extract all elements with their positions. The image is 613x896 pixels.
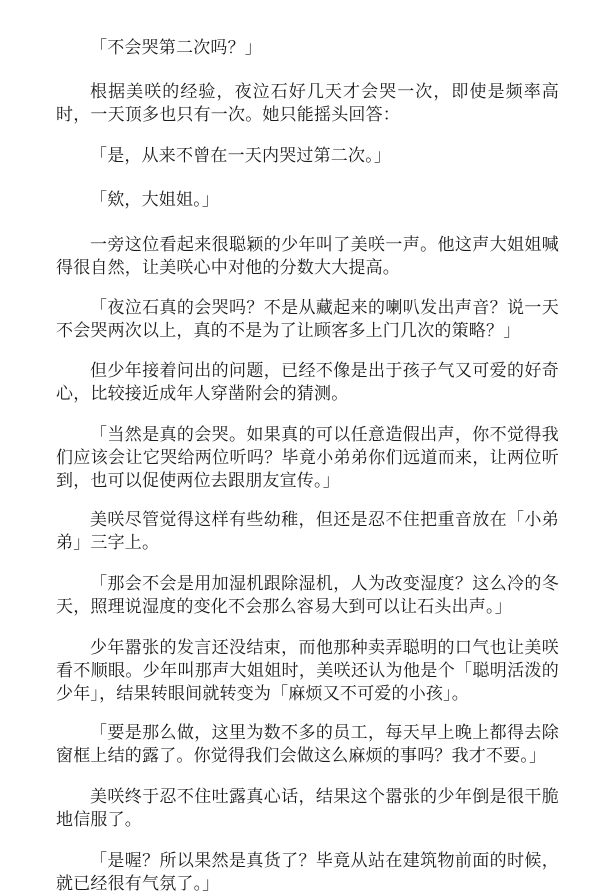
paragraph: 「欸，大姐姐。」 <box>90 190 220 210</box>
paragraph: 「那会不会是用加湿机跟除湿机，人为改变湿度？这么冷的冬天，照理说湿度的变化不会那么容易大到可以让石头出声。」 <box>56 574 559 617</box>
paragraph: 根据美咲的经验，夜泣石好几天才会哭一次，即使是频率高时，一天顶多也只有一次。她只能摇头回答： <box>56 82 559 125</box>
paragraph: 美咲终于忍不住吐露真心话，结果这个嚣张的少年倒是很干脆地信服了。 <box>56 787 559 830</box>
paragraph: 「不会哭第二次吗？」 <box>90 38 262 58</box>
paragraph: 一旁这位看起来很聪颖的少年叫了美咲一声。他这声大姐姐喊得很自然，让美咲心中对他的分数大大提高。 <box>56 235 559 278</box>
paragraph: 「夜泣石真的会哭吗？不是从藏起来的喇叭发出声音？说一天不会哭两次以上，真的不是为了让顾客多上门几次的策略？」 <box>56 298 559 341</box>
paragraph: 「要是那么做，这里为数不多的员工，每天早上晚上都得去除窗框上结的露了。你觉得我们会做这么麻烦的事吗？我才不要。」 <box>56 723 559 766</box>
paragraph: 少年嚣张的发言还没结束，而他那种卖弄聪明的口气也让美咲看不顺眼。少年叫那声大姐姐时，美咲还认为他是个「聪明活泼的少年」，结果转眼间就转变为「麻烦又不可爱的小孩」。 <box>56 638 559 704</box>
paragraph: 但少年接着问出的问题，已经不像是出于孩子气又可爱的好奇心，比较接近成年人穿凿附会的猜测。 <box>56 361 559 404</box>
paragraph: 「当然是真的会哭。如果真的可以任意造假出声，你不觉得我们应该会让它哭给两位听吗？毕竟小弟弟你们远道而来，让两位听到，也可以促使两位去跟朋友宣传。」 <box>56 425 559 491</box>
paragraph: 「是，从来不曾在一天内哭过第二次。」 <box>90 146 392 166</box>
paragraph: 美咲尽管觉得这样有些幼稚，但还是忍不住把重音放在「小弟弟」三字上。 <box>56 510 559 553</box>
paragraph: 「是喔？所以果然是真货了？毕竟从站在建筑物前面的时候，就已经很有气氛了。」 <box>56 851 559 894</box>
